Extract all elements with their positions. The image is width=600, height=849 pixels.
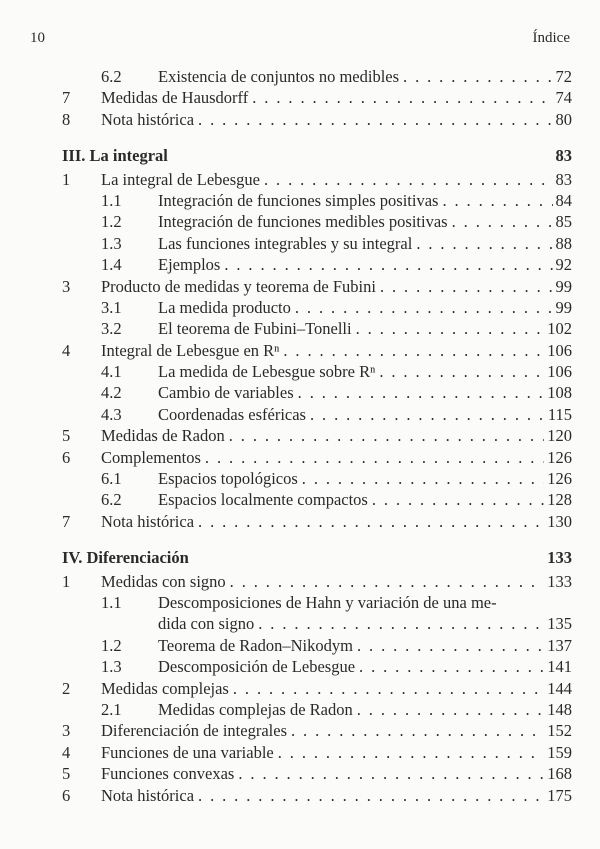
- entry-title-line: [158, 211, 572, 232]
- toc-entry: [0, 318, 600, 339]
- entry-title-line: [158, 318, 572, 339]
- toc-entry: [0, 699, 600, 720]
- entry-title-line: [101, 742, 572, 763]
- entry-page: 130: [547, 511, 572, 531]
- entry-title: Existencia de conjuntos no medibles: [158, 67, 400, 86]
- entry-page: 137: [547, 635, 572, 655]
- entry-number: 1.2: [101, 212, 122, 232]
- entry-title: Funciones de una variable: [101, 742, 274, 762]
- entry-number: 5: [62, 426, 71, 446]
- entry-title: Complementos: [101, 447, 201, 467]
- entry-title-line: [62, 547, 572, 568]
- entry-page: 108: [547, 383, 572, 403]
- toc-entry: [0, 361, 600, 382]
- toc-entry: [0, 254, 600, 275]
- entry-title-line: [158, 635, 572, 656]
- entry-title: Espacios topológicos: [158, 469, 298, 489]
- dot-leader: [295, 297, 553, 318]
- entry-title-line: [101, 169, 572, 190]
- toc-entry: [0, 340, 600, 361]
- entry-title-line: [101, 340, 572, 361]
- toc-entry: [0, 678, 600, 699]
- entry-title-line: [158, 468, 572, 489]
- entry-title-line: [158, 361, 572, 382]
- entry-number: 6: [62, 447, 71, 467]
- entry-title-line: [158, 489, 572, 510]
- entry-page: 175: [547, 785, 572, 805]
- entry-page: 168: [547, 764, 572, 784]
- entry-number: 6: [62, 785, 71, 805]
- entry-title-line: [101, 785, 572, 806]
- entry-title: Medidas de Hausdorff: [101, 88, 249, 108]
- dot-leader: [198, 511, 544, 532]
- toc-entry: [0, 233, 600, 254]
- entry-number: 1: [62, 169, 71, 189]
- entry-title: III. La integral: [62, 146, 168, 166]
- toc-entry: [0, 211, 600, 232]
- entry-title: Cambio de variables: [158, 383, 294, 403]
- toc-entry: [0, 66, 600, 87]
- toc-entry: [0, 785, 600, 806]
- entry-page: 80: [555, 109, 572, 129]
- entry-page: 88: [555, 233, 572, 253]
- entry-number: 4: [62, 340, 71, 360]
- entry-page: 99: [555, 297, 572, 317]
- entry-title: Descomposiciones de Hahn y variación de una me-: [158, 592, 497, 612]
- dot-leader: [379, 361, 544, 382]
- toc-entry: [0, 468, 600, 489]
- entry-title: Nota histórica: [101, 511, 195, 531]
- entry-title: Coordenadas esféricas: [158, 404, 306, 424]
- entry-page: 92: [555, 255, 572, 275]
- dot-leader: [258, 613, 544, 634]
- entry-title-line: [101, 511, 572, 532]
- dot-leader: [356, 318, 545, 339]
- toc-entry: [0, 382, 600, 403]
- entry-page: 83: [555, 169, 572, 189]
- dot-leader: [230, 571, 545, 592]
- entry-title-line: [158, 699, 572, 720]
- entry-title: Nota histórica: [101, 109, 195, 129]
- entry-page: 128: [547, 490, 572, 510]
- entry-page: 72: [555, 67, 572, 86]
- entry-number: 1.2: [101, 635, 122, 655]
- running-title: Índice: [532, 30, 570, 46]
- entry-number: 1.1: [101, 190, 122, 210]
- entry-page: 106: [547, 340, 572, 360]
- entry-title: Funciones convexas: [101, 764, 235, 784]
- toc-entry: [0, 763, 600, 784]
- entry-title: IV. Diferenciación: [62, 548, 189, 568]
- entry-page: 85: [555, 212, 572, 232]
- toc-entry: [0, 613, 600, 634]
- entry-title: Descomposición de Lebesgue: [158, 657, 356, 677]
- entry-title: Espacios localmente compactos: [158, 490, 368, 510]
- toc-entry: [0, 656, 600, 677]
- entry-number: 3: [62, 276, 71, 296]
- entry-title: Ejemplos: [158, 255, 221, 275]
- entry-title-line: [158, 592, 572, 613]
- entry-number: 1.4: [101, 255, 122, 275]
- entry-page: [569, 592, 572, 613]
- entry-number: 8: [62, 109, 71, 129]
- toc-entry: [0, 87, 600, 108]
- entry-title-line: [101, 447, 572, 468]
- entry-title-line: [158, 190, 572, 211]
- toc-entry: [0, 742, 600, 763]
- entry-title: La integral de Lebesgue: [101, 169, 260, 189]
- toc-entry: [0, 276, 600, 297]
- page-number: 10: [30, 30, 45, 46]
- toc-entry: [0, 190, 600, 211]
- entry-title: Nota histórica: [101, 785, 195, 805]
- toc-entry: [0, 425, 600, 446]
- toc-entry: [0, 447, 600, 468]
- dot-leader: [380, 276, 553, 297]
- entry-title: Las funciones integrables y su integral: [158, 233, 413, 253]
- dot-leader: [359, 656, 544, 677]
- entry-number: 3.1: [101, 297, 122, 317]
- entry-number: 6.2: [101, 490, 122, 510]
- dot-leader: [172, 145, 553, 166]
- entry-page: 115: [547, 404, 572, 424]
- entry-title-line: [101, 571, 572, 592]
- entry-number: 2.1: [101, 699, 122, 719]
- entry-page: 148: [547, 699, 572, 719]
- entry-number: 1: [62, 571, 71, 591]
- dot-leader: [357, 699, 545, 720]
- dot-leader: [310, 404, 545, 425]
- entry-number: 1.3: [101, 233, 122, 253]
- chapter-heading: [0, 547, 600, 568]
- entry-page: 126: [547, 447, 572, 467]
- toc-entry: [0, 404, 600, 425]
- entry-title-line: [158, 66, 572, 87]
- dot-leader: [233, 678, 544, 699]
- entry-page: 106: [547, 362, 572, 382]
- entry-title: Producto de medidas y teorema de Fubini: [101, 276, 376, 296]
- entry-title-line: [62, 145, 572, 166]
- entry-page: 84: [555, 190, 572, 210]
- entry-page: 99: [555, 276, 572, 296]
- dot-leader: [442, 190, 552, 211]
- dot-leader: [229, 425, 545, 446]
- entry-number: 4.2: [101, 383, 122, 403]
- entry-title-line: [101, 678, 572, 699]
- entry-title-line: [158, 297, 572, 318]
- table-of-contents: [0, 66, 600, 806]
- dot-leader: [238, 763, 544, 784]
- dot-leader: [264, 169, 553, 190]
- entry-title: El teorema de Fubini–Tonelli: [158, 319, 352, 339]
- dot-leader: [252, 87, 552, 108]
- entry-number: 7: [62, 511, 71, 531]
- entry-title-line: [158, 613, 572, 634]
- entry-title-line: [101, 276, 572, 297]
- entry-title-line: [158, 233, 572, 254]
- entry-title-line: [101, 87, 572, 108]
- dot-leader: [278, 742, 545, 763]
- entry-number: 1.3: [101, 657, 122, 677]
- dot-leader: [224, 254, 552, 275]
- chapter-heading: [0, 145, 600, 166]
- entry-title-line: [101, 763, 572, 784]
- entry-title: Medidas complejas: [101, 678, 229, 698]
- dot-leader: [291, 720, 544, 741]
- dot-leader: [403, 66, 552, 87]
- entry-title-line: [101, 109, 572, 130]
- dot-leader: [302, 468, 544, 489]
- entry-page: 83: [555, 146, 572, 166]
- entry-title-line: [158, 404, 572, 425]
- entry-page: 126: [547, 469, 572, 489]
- entry-title: La medida de Lebesgue sobre Rⁿ: [158, 362, 376, 382]
- entry-title-line: [158, 382, 572, 403]
- entry-title-line: [158, 254, 572, 275]
- entry-page: 133: [547, 548, 572, 568]
- entry-number: 3.2: [101, 319, 122, 339]
- entry-page: 133: [547, 571, 572, 591]
- dot-leader: [198, 109, 552, 130]
- entry-title-line: [101, 425, 572, 446]
- entry-number: 4.3: [101, 404, 122, 424]
- entry-page: 159: [547, 742, 572, 762]
- toc-entry: [0, 635, 600, 656]
- entry-page: 102: [547, 319, 572, 339]
- entry-title: dida con signo: [158, 614, 255, 634]
- toc-entry: [0, 109, 600, 130]
- entry-title-line: [101, 720, 572, 741]
- entry-number: 4.1: [101, 362, 122, 382]
- entry-page: 141: [547, 657, 572, 677]
- dot-leader: [452, 211, 553, 232]
- dot-leader: [193, 547, 544, 568]
- entry-number: 3: [62, 721, 71, 741]
- dot-leader: [205, 447, 544, 468]
- dot-leader: [198, 785, 544, 806]
- entry-number: 1.1: [101, 592, 122, 612]
- toc-entry: [0, 169, 600, 190]
- entry-title: Teorema de Radon–Nikodym: [158, 635, 353, 655]
- entry-number: 5: [62, 764, 71, 784]
- entry-number: 6.1: [101, 469, 122, 489]
- entry-page: 74: [555, 88, 572, 108]
- entry-page: 152: [547, 721, 572, 741]
- entry-page: 135: [547, 614, 572, 634]
- toc-entry: [0, 720, 600, 741]
- entry-number: 6.2: [101, 67, 122, 86]
- toc-entry: [0, 511, 600, 532]
- toc-entry: [0, 571, 600, 592]
- dot-leader: [372, 489, 544, 510]
- dot-leader: [416, 233, 552, 254]
- entry-title: La medida producto: [158, 297, 291, 317]
- dot-leader: [357, 635, 544, 656]
- entry-title: Medidas complejas de Radon: [158, 699, 353, 719]
- entry-page: 144: [547, 678, 572, 698]
- entry-title: Medidas de Radon: [101, 426, 225, 446]
- entry-number: 4: [62, 742, 71, 762]
- toc-entry: [0, 592, 600, 613]
- entry-title: Diferenciación de integrales: [101, 721, 287, 741]
- toc-entry: [0, 489, 600, 510]
- entry-title: Integración de funciones simples positivas: [158, 190, 439, 210]
- dot-leader: [298, 382, 545, 403]
- entry-number: 2: [62, 678, 71, 698]
- entry-title-line: [158, 656, 572, 677]
- dot-leader: [283, 340, 544, 361]
- entry-number: 7: [62, 88, 71, 108]
- entry-page: 120: [547, 426, 572, 446]
- toc-entry: [0, 297, 600, 318]
- entry-title: Medidas con signo: [101, 571, 226, 591]
- entry-title: Integral de Lebesgue en Rⁿ: [101, 340, 280, 360]
- entry-title: Integración de funciones medibles positivas: [158, 212, 448, 232]
